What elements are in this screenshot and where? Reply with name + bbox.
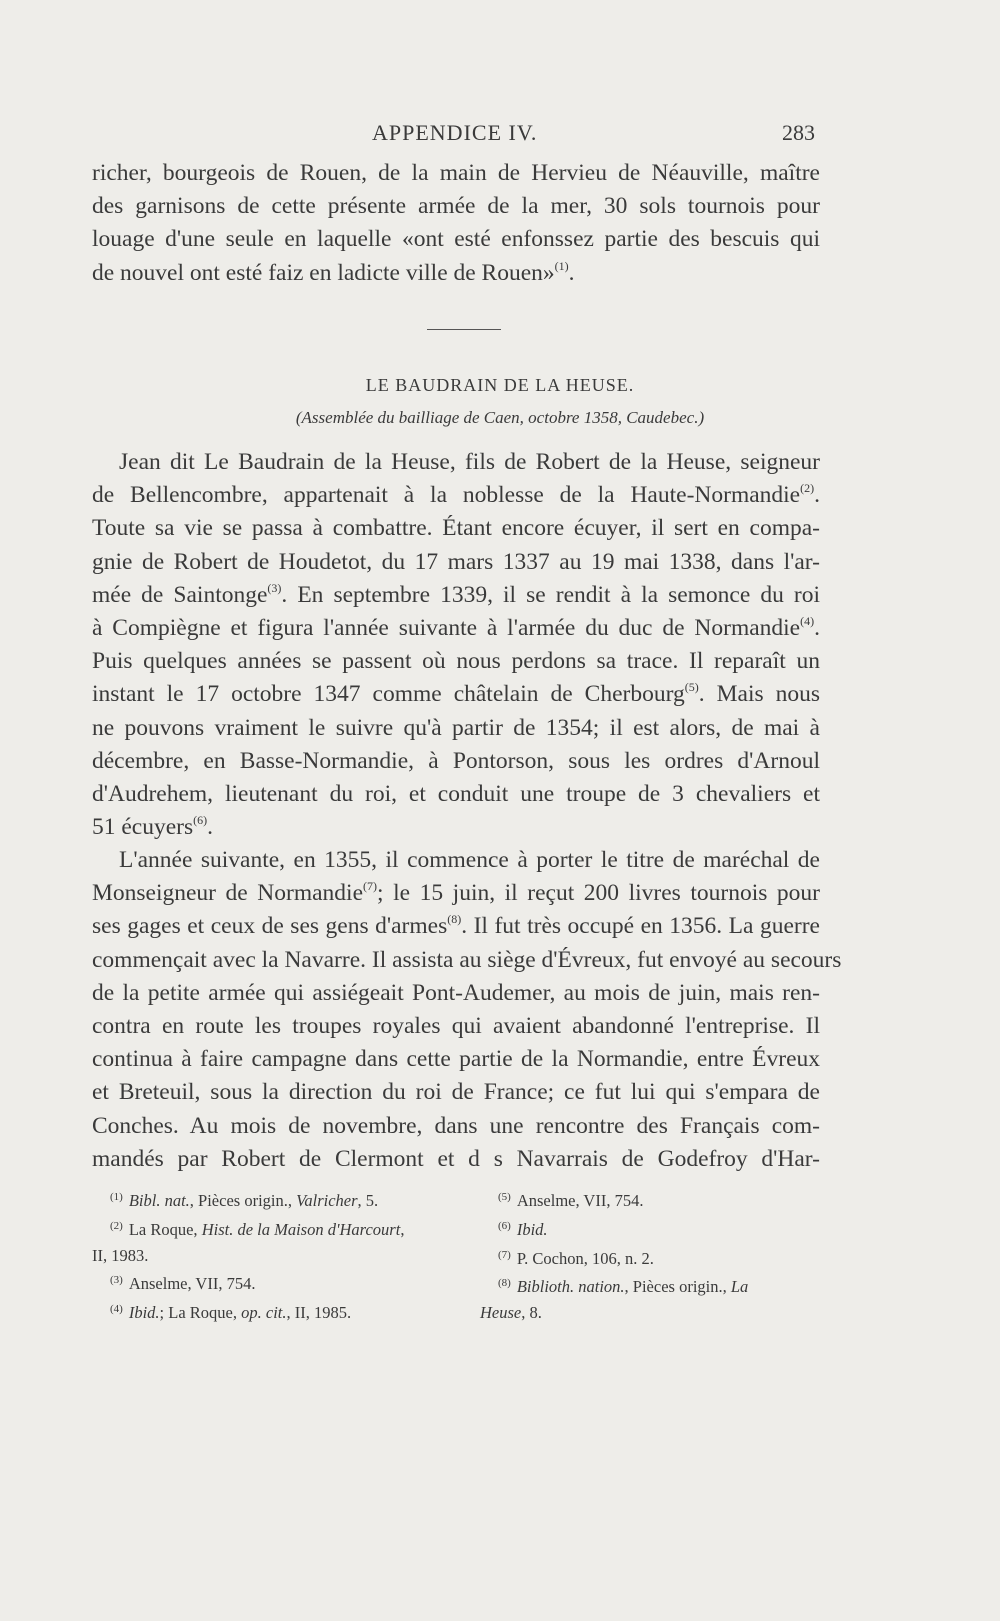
footnote-number: (4) xyxy=(110,1303,123,1316)
text-line xyxy=(92,512,820,545)
footnote-number: (3) xyxy=(110,1274,123,1287)
footnote-text: Ibid. xyxy=(516,1219,548,1239)
footnote xyxy=(92,1297,447,1326)
line-text: richer, bourgeois de Rouen, de la main de Hervieu de Néauville, maître xyxy=(92,160,820,186)
footnote-text: , 5. xyxy=(357,1191,379,1210)
footnote-text: Ibid. xyxy=(128,1303,160,1323)
section-subtitle: (Assemblée du bailliage de Caen, octobre 1358, Caudebec.) xyxy=(295,408,705,427)
footnote-text: Hist. de la Maison d'Harcourt xyxy=(201,1219,401,1239)
line-text: des garnisons de cette présente armée de la mer, 30 sols tournois pour xyxy=(92,193,820,220)
line-text: Toute sa vie se passa à combattre. Étant encore écuyer, il sert en compa- xyxy=(92,515,820,542)
footnote-text: II, 1983. xyxy=(92,1245,149,1265)
footnote-ref: (5) xyxy=(684,680,699,695)
footnote xyxy=(92,1185,447,1214)
text-line xyxy=(92,1010,820,1043)
text-line xyxy=(92,678,820,711)
text-line xyxy=(92,446,820,479)
line-text: L'année suivante, en 1355, il commence à porter le titre de maréchal de xyxy=(119,847,820,873)
section-divider xyxy=(427,329,501,330)
line-text: mandés par Robert de Clermont et d s Navarrais de Godefroy d'Har- xyxy=(92,1145,820,1172)
footnote-text: , 8. xyxy=(521,1303,542,1323)
line-text: . xyxy=(814,482,820,509)
footnote-text: Anselme, VII, 754. xyxy=(516,1191,644,1210)
text-line xyxy=(92,1110,820,1143)
footnote-text: Anselme, VII, 754. xyxy=(128,1274,256,1294)
footnotes-right-column xyxy=(480,1185,820,1326)
text-line xyxy=(92,844,820,877)
line-text: ; le 15 juin, il reçut 200 livres tournois pour xyxy=(377,880,820,907)
footnote-ref: (6) xyxy=(193,813,208,828)
line-text: à Compiègne et figura l'année suivante à l'armée du duc de Normandie xyxy=(92,614,801,641)
line-text: commençait avec la Navarre. Il assista au siège d'Évreux, fut envoyé au secours xyxy=(92,946,842,973)
line-text: ses gages et ceux de ses gens d'armes xyxy=(92,913,448,940)
footnote-number: (8) xyxy=(498,1277,511,1290)
line-text: ne pouvons vraiment le suivre qu'à partir de 1354; il est alors, de mai à xyxy=(92,714,820,741)
line-text: Conches. Au mois de novembre, dans une rencontre des Français com- xyxy=(92,1112,820,1139)
footnote-text: La xyxy=(730,1277,749,1297)
line-text: d'Audrehem, lieutenant du roi, et conduit une troupe de 3 chevaliers et xyxy=(92,780,820,807)
text-line xyxy=(92,157,820,190)
line-text: mée de Saintonge xyxy=(92,581,268,608)
line-text: Puis quelques années se passent où nous perdons sa trace. Il reparaît un xyxy=(92,648,820,675)
footnote-text: , Pièces origin., xyxy=(189,1191,297,1210)
footnote-number: (6) xyxy=(498,1219,511,1232)
footnote-number: (5) xyxy=(498,1191,511,1203)
text-line xyxy=(92,910,820,943)
footnote-text: ; La Roque, xyxy=(159,1303,242,1323)
footnote-number: (2) xyxy=(110,1219,123,1232)
paragraph-biography-1 xyxy=(92,446,820,844)
footnote-text: P. Cochon, 106, n. 2. xyxy=(516,1248,654,1268)
text-line xyxy=(92,579,820,612)
footnote xyxy=(480,1214,820,1243)
line-text: instant le 17 octobre 1347 comme châtelain de Cherbourg xyxy=(92,681,685,708)
footnote xyxy=(92,1214,447,1243)
footnote-text: Biblioth. nation. xyxy=(516,1277,625,1297)
text-line xyxy=(92,190,820,223)
line-text: et Breteuil, sous la direction du roi de France; ce fut lui qui s'empara de xyxy=(92,1079,820,1106)
footnote xyxy=(92,1243,447,1269)
line-text: gnie de Robert de Houdetot, du 17 mars 1337 au 19 mai 1338, dans l'ar- xyxy=(92,548,820,575)
paragraph-intro xyxy=(92,157,820,290)
line-text: . xyxy=(814,614,820,641)
text-line xyxy=(92,1043,820,1076)
text-line xyxy=(92,1076,820,1109)
footnote-text: Heuse xyxy=(480,1303,522,1323)
line-text: Monseigneur de Normandie xyxy=(92,880,364,907)
line-text: . Mais nous xyxy=(698,681,820,708)
footnote-text: op. cit. xyxy=(241,1303,287,1323)
footnote-text: , Pièces origin., xyxy=(624,1277,731,1297)
text-line xyxy=(92,546,820,579)
line-text: . xyxy=(568,259,575,286)
footnote-ref: (3) xyxy=(267,580,282,595)
footnote xyxy=(480,1185,820,1214)
running-head: APPENDICE IV. xyxy=(372,120,538,145)
text-line xyxy=(92,745,820,778)
line-text: de Bellencombre, appartenait à la noblesse de la Haute-Normandie xyxy=(92,482,801,509)
text-line xyxy=(92,712,820,745)
footnote-text: La Roque, xyxy=(128,1219,202,1239)
footnote-text: Valricher xyxy=(296,1191,358,1210)
text-line xyxy=(92,811,820,844)
line-text: décembre, en Basse-Normandie, à Pontorson, sous les ordres d'Arnoul xyxy=(92,747,820,774)
section-title: LE BAUDRAIN DE LA HEUSE. xyxy=(365,375,635,395)
text-line xyxy=(92,778,820,811)
footnote-ref: (1) xyxy=(554,258,569,273)
footnote-ref: (4) xyxy=(800,613,815,628)
footnote-text: , II, 1985. xyxy=(286,1303,352,1323)
line-text: louage d'une seule en laquelle «ont esté enfonssez partie des bescuis qui xyxy=(92,226,820,253)
text-line xyxy=(92,223,820,256)
footnote-text: Bibl. nat. xyxy=(128,1191,190,1210)
footnotes-left-column xyxy=(92,1185,447,1326)
text-line xyxy=(92,1143,820,1176)
line-text: . En septembre 1339, il se rendit à la semonce du roi xyxy=(281,581,820,608)
line-text: de la petite armée qui assiégeait Pont-Audemer, au mois de juin, mais ren- xyxy=(92,979,820,1006)
text-line xyxy=(92,645,820,678)
footnote-ref: (2) xyxy=(800,481,815,496)
line-text: de nouvel ont esté faiz en ladicte ville de Rouen» xyxy=(92,259,555,286)
text-line xyxy=(92,612,820,645)
text-line xyxy=(92,977,820,1010)
paragraph-biography-2 xyxy=(92,844,842,1176)
text-line xyxy=(92,944,842,977)
footnote-number: (1) xyxy=(110,1191,123,1203)
footnote xyxy=(480,1243,820,1272)
footnote xyxy=(480,1300,820,1326)
line-text: contra en route les troupes royales qui avaient abandonné l'entreprise. Il xyxy=(92,1012,820,1039)
line-text: 51 écuyers xyxy=(92,814,194,841)
line-text: continua à faire campagne dans cette partie de la Normandie, entre Évreux xyxy=(92,1046,820,1073)
text-line xyxy=(92,877,820,910)
footnote-number: (7) xyxy=(498,1248,511,1261)
footnote-text: , xyxy=(400,1219,405,1239)
page-number: 283 xyxy=(782,120,815,145)
text-line xyxy=(92,479,820,512)
line-text: . xyxy=(207,814,214,841)
line-text: . Il fut très occupé en 1356. La guerre xyxy=(461,913,820,940)
text-line xyxy=(92,257,820,290)
footnote xyxy=(480,1271,820,1300)
line-text: Jean dit Le Baudrain de la Heuse, fils de Robert de la Heuse, seigneur xyxy=(119,449,820,475)
footnote-ref: (7) xyxy=(363,879,378,894)
footnote-ref: (8) xyxy=(447,912,462,927)
footnote xyxy=(92,1268,447,1297)
